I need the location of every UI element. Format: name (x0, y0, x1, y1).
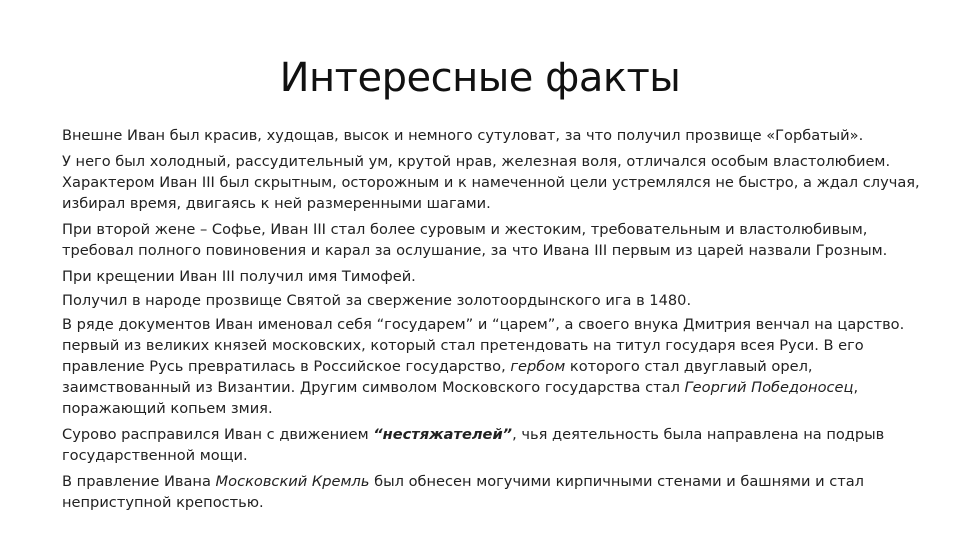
fact-sovereign-george: Георгий Победоносец (684, 379, 854, 396)
fact-non-possessors (62, 424, 942, 466)
fact-sovereign-emblem: гербом (510, 358, 566, 375)
fact-second-wife: При второй жене – Софье, Иван III стал более суровым и жестоким, требовательным и властолюбивым, требовал полного повиновения и карал за ослушание, за что Ивана III первым из царей назвали Грозным. (62, 221, 888, 259)
fact-non-possessors-text-1: Сурово расправился Иван с движением (62, 426, 374, 443)
fact-nickname: Получил в народе прозвище Святой за свержение золотоордынского ига в 1480. (62, 292, 692, 309)
fact-non-possessors-text-2: , чья деятельность была направлена на подрыв государственной мощи. (62, 426, 885, 464)
fact-sovereign-text-1: В ряде документов Иван именовал себя “государем” и “царем”, а своего внука Дмитрия венчал на царство. первый из великих князей московских, который стал претендовать на титул государя всея Руси. В его правление Русь превратилась в Российское государство, (62, 316, 905, 375)
slide-body (62, 125, 942, 518)
fact-appearance: Внешне Иван был красив, худощав, высок и немного сутуловат, за что получил прозвище «Горбатый». (62, 127, 864, 144)
slide-title: Интересные факты (279, 55, 681, 101)
fact-kremlin-text-1: В правление Ивана (62, 473, 216, 490)
fact-kremlin (62, 471, 942, 513)
fact-character: У него был холодный, рассудительный ум, крутой нрав, железная воля, отличался особым властолюбием. Характером Иван III был скрытным, осторожным и к намеченной цели устремлялся не быстро, а ждал случая, избирал время, двигаясь к ней размеренными шагами. (62, 153, 920, 212)
fact-sovereign (62, 314, 942, 419)
fact-kremlin-text-2: был обнесен могучими кирпичными стенами и башнями и стал неприступной крепостью. (62, 473, 865, 511)
fact-sovereign-text-3: , поражающий копьем змия. (62, 379, 859, 417)
fact-baptism: При крещении Иван III получил имя Тимофей. (62, 268, 416, 285)
fact-sovereign-text-2: которого стал двуглавый орел, заимствованный из Византии. Другим символом Московского государства стал (62, 358, 813, 396)
fact-kremlin-name: Московский Кремль (215, 473, 370, 490)
fact-non-possessors-term: “нестяжателей” (373, 426, 513, 443)
